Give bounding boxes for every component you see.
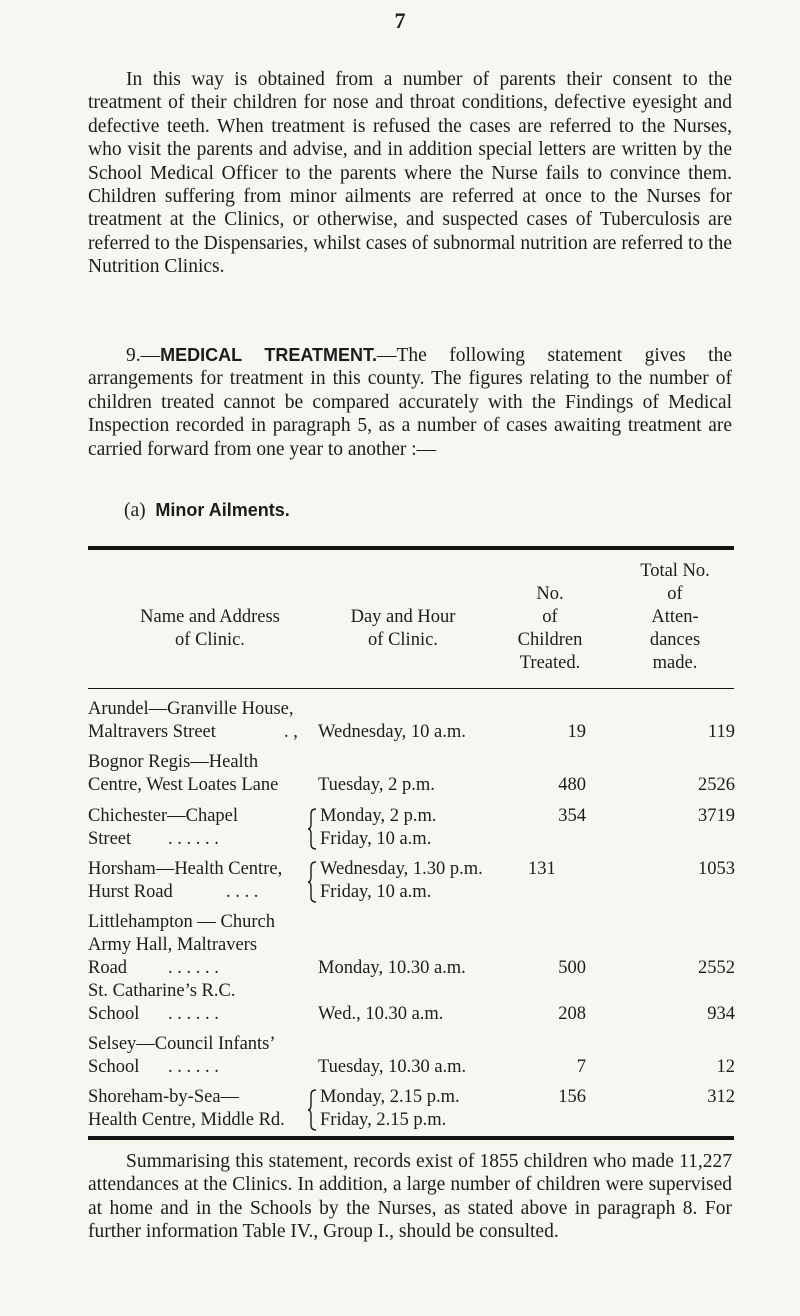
section-text: —The following statement gives the arrangements for treatment in this county. The figures relating to the number of children treated cannot be compared accurately with the Findings of Medical Inspection recorded in paragraph 5, as a number of cases awaiting treatment are carried forward from one year to another :—: [88, 345, 733, 460]
leader-dots: . . . . . .: [168, 958, 219, 978]
header-line: of: [542, 607, 558, 627]
children-treated: 500: [558, 958, 586, 978]
header-name-address: [100, 606, 320, 652]
header-line: of Clinic.: [175, 630, 245, 650]
total-attendances: 3719: [698, 806, 735, 826]
leader-dots: . . . . . .: [168, 829, 219, 849]
header-line: Children: [517, 630, 583, 650]
clinic-day: Wed., 10.30 a.m.: [318, 1004, 444, 1024]
header-line: dances: [649, 630, 701, 650]
clinic-day: Monday, 2 p.m.: [320, 806, 437, 826]
clinic-name: Bognor Regis—Health: [88, 752, 259, 772]
intro-paragraph: In this way is obtained from a number of parents their consent to the treatment of their children for nose and throat conditions, defective eyesight and defective teeth. When treatment is refused the cases are referred to the Nurses, who visit the parents and advise, and in addition special letters are written by the School Medical Officer to the parents where the Nurse fails to convince them. Children suffering from minor ailments are referred at once to the Nurses for treatment at the Clinics, or otherwise, and suspected cases of Tuberculosis are referred to the Dispensaries, whilst cases of subnormal nutrition are referred to the Nutrition Clinics.: [88, 69, 732, 278]
header-line: of Clinic.: [368, 630, 438, 650]
total-attendances: 934: [707, 1004, 735, 1024]
table-bottom-rule: [88, 1136, 734, 1140]
clinic-name: Maltravers Street: [88, 722, 216, 742]
header-total-attendances: [610, 560, 740, 675]
page-number: 7: [394, 8, 406, 33]
clinic-day: Monday, 2.15 p.m.: [320, 1087, 460, 1107]
clinic-name: Shoreham-by-Sea—: [88, 1087, 240, 1107]
clinic-name: Arundel—Granville House,: [88, 699, 294, 719]
children-treated: 131: [528, 859, 556, 879]
clinic-day: Tuesday, 2 p.m.: [318, 775, 435, 795]
clinic-name: School: [88, 1057, 140, 1077]
header-line: Name and Address: [140, 607, 280, 627]
header-line: No.: [536, 584, 564, 604]
clinic-day: Wednesday, 10 a.m.: [318, 722, 466, 742]
summary-paragraph: Summarising this statement, records exist of 1855 children who made 11,227 attendances at the Clinics. In addition, a large number of children were supervised at home and in the Schools by the Nurses, as stated above in paragraph 8. For further information Table IV., Group I., should be consulted.: [88, 1151, 732, 1243]
clinic-name: Health Centre, Middle Rd.: [88, 1110, 285, 1130]
clinic-name: Chichester—Chapel: [88, 806, 239, 826]
header-line: made.: [652, 653, 698, 673]
section-heading: MEDICAL TREATMENT.: [160, 345, 377, 365]
clinic-day: Friday, 2.15 p.m.: [320, 1110, 447, 1130]
clinic-name: Street: [88, 829, 132, 849]
leader-dots: . . . .: [226, 882, 259, 902]
subsection-letter: (a): [124, 500, 146, 521]
header-line: Treated.: [519, 653, 581, 673]
header-line: Total No.: [640, 561, 710, 581]
clinic-name: Horsham—Health Centre,: [88, 859, 283, 879]
clinic-name: St. Catharine’s R.C.: [88, 981, 236, 1001]
brace-icon: [308, 808, 318, 850]
clinic-name: Hurst Road: [88, 882, 173, 902]
clinic-day: Friday, 10 a.m.: [320, 829, 432, 849]
brace-icon: [308, 861, 318, 903]
total-attendances: 312: [707, 1087, 735, 1107]
clinic-name: School: [88, 1004, 140, 1024]
total-attendances: 12: [716, 1057, 735, 1077]
clinic-name: Army Hall, Maltravers: [88, 935, 258, 955]
header-line: Day and Hour: [350, 607, 456, 627]
total-attendances: 2526: [698, 775, 735, 795]
header-day-hour: [318, 606, 488, 652]
clinic-day: Wednesday, 1.30 p.m.: [320, 859, 483, 879]
subsection-title: Minor Ailments.: [155, 500, 290, 520]
total-attendances: 1053: [698, 859, 735, 879]
clinic-name: Selsey—Council Infants’: [88, 1034, 276, 1054]
table-top-rule: [88, 546, 734, 550]
header-rule: [88, 688, 734, 689]
children-treated: 480: [558, 775, 586, 795]
header-children-treated: [490, 583, 610, 675]
clinic-name: Centre, West Loates Lane: [88, 775, 279, 795]
section-number: 9.—: [126, 345, 161, 366]
clinic-day: Tuesday, 10.30 a.m.: [318, 1057, 467, 1077]
children-treated: 354: [558, 806, 586, 826]
header-line: Atten-: [651, 607, 699, 627]
children-treated: 208: [558, 1004, 586, 1024]
children-treated: 7: [576, 1057, 586, 1077]
clinic-day: Monday, 10.30 a.m.: [318, 958, 466, 978]
clinic-day: Friday, 10 a.m.: [320, 882, 432, 902]
children-treated: 19: [567, 722, 586, 742]
leader-dots: . . . . . .: [168, 1004, 219, 1024]
subsection-heading: [124, 500, 290, 522]
leader-dots: . . . . . .: [168, 1057, 219, 1077]
total-attendances: 2552: [698, 958, 735, 978]
section-9-paragraph: [88, 344, 732, 461]
brace-icon: [308, 1089, 318, 1131]
clinic-name: Road: [88, 958, 128, 978]
total-attendances: 119: [707, 722, 735, 742]
header-line: of: [667, 584, 683, 604]
children-treated: 156: [558, 1087, 586, 1107]
leader-dots: . ,: [284, 722, 298, 742]
clinic-name: Littlehampton — Church: [88, 912, 276, 932]
